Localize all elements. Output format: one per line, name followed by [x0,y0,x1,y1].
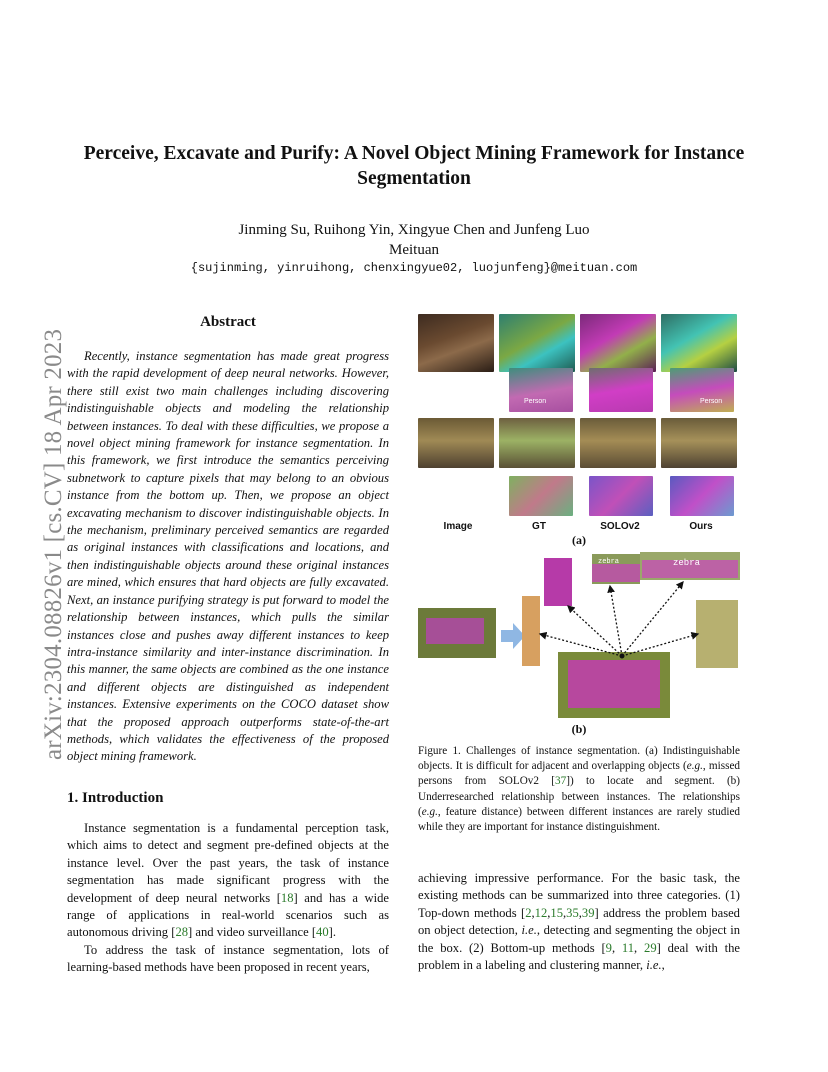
author-emails: {sujinming, yinruihong, chenxingyue02, luojunfeng}@meituan.com [190,261,638,275]
arxiv-identifier: arXiv:2304.08826v1 [cs.CV] 18 Apr 2023 [40,328,67,760]
citation-link[interactable]: 11 [621,940,635,955]
label-person-tag: Person [524,398,547,405]
label-zebra-tag: zebra [673,558,701,568]
figure-zoom-gt [509,368,573,412]
section-heading-introduction: 1. Introduction [67,790,164,806]
figure-image-wine-gt [499,314,575,372]
citation-link[interactable]: 12 [534,905,548,920]
citation-link[interactable]: 18 [280,890,294,905]
body-text: , detecting and segmenting the object in the box. (2) Bottom-up methods [ [418,923,740,955]
figure-image-room-ours [661,418,737,468]
intro-text: ]. [328,925,336,940]
label-zebra-tag: zebra [598,558,620,566]
caption-label: Figure 1. [418,745,461,757]
right-paragraph: achieving impressive performance. For the basic task, the existing methods can be summarized into three categories. (1) Top-down methods [2,12,15,35,39] address the problem based on object detection, i.e., detecting and segmenting the object in the box. (2) Bottom-up methods [9, 11, 29] deal with the problem in a labeling and clustering manner, i.e., [418,871,741,973]
figure-zoom-room-ours [670,476,734,516]
figure-image-room-original [418,418,494,468]
paper-title: Perceive, Excavate and Purify: A Novel Object Mining Framework for Instance Segmentation [83,143,745,189]
intro-paragraph-2: To address the task of instance segmentation, lots of learning-based methods have been proposed in recent years, [67,942,389,975]
figure-image-wine-original [418,314,494,372]
introduction-body [67,820,389,977]
body-text: , [661,958,665,973]
zebra-crop-5 [696,600,738,668]
figure-zoom-ours [670,368,734,412]
zebra-crop-1 [522,596,540,666]
body-text: ] deal with the problem in a labeling and clustering manner, [418,940,741,973]
column-label-ours: Ours [689,521,713,532]
intro-text: ] and has a wide range of applications in real-world scenarios such as autonomous driving [ [67,890,389,940]
body-text: achieving impressive performance. For the basic task, the existing methods can be summarized into three categories. (1) Top-down methods [ [418,871,740,920]
abstract-heading: Abstract [200,314,256,330]
body-text: i.e. [646,958,662,973]
citation-link[interactable]: 40 [316,925,329,940]
caption-text: , feature distance) between different instances are rarely studied while they are important for instance distinguishment. [418,805,740,834]
citation-link[interactable]: 35 [566,905,579,920]
citation-link[interactable]: 37 [555,775,567,788]
figure-zoom-room-solov2 [589,476,653,516]
affiliation: Meituan [389,242,439,258]
panel-label-a: (a) [572,533,586,547]
figure-caption [418,744,740,835]
caption-text: Challenges of instance segmentation. (a) Indistinguishable objects. It is difficult for adjacent and overlapping objects ( [418,745,740,773]
citation-link[interactable]: 9 [605,940,612,955]
panel-label-b: (b) [571,722,587,736]
figure-zoom-room-gt [509,476,573,516]
figure-image-room-solov2 [580,418,656,468]
citation-link[interactable]: 28 [175,925,189,940]
intro-text: Instance segmentation is a fundamental perception task, which aims to detect and segment pre-defined objects at the instance level. Over the past years, the task of instance segmentation has made significant progress with the development of deep neural networks [ [67,821,389,905]
author-names: Jinming Su, Ruihong Yin, Xingyue Chen and Junfeng Luo [238,222,590,238]
caption-text: e.g. [421,805,438,818]
abstract-text: Recently, instance segmentation has made great progress with the rapid development of deep neural networks. However, there still exist two main challenges including discovering indistinguishable objects and modeling the relationship between instances. To deal with these difficulties, we propose a novel object mining framework for instance segmentation. In this framework, we first introduce the semantics perceiving subnetwork to capture pixels that may belong to an obvious instance from the bottom up. Then, we propose an object excavating mechanism to discover indistinguishable objects. In the mechanism, preliminary perceived semantics are regarded as original instances with classifications and locations, and then indistinguishable objects around these original instances are mined, which ensures that hard objects are fully excavated. Next, an instance purifying strategy is put forward to model the relationship between instances, which pulls the similar instances close and pushes away different instances to keep intra-instance similarity and inter-instance discrimination. In this manner, the same objects are combined as the one instance and different objects are distinguished as independent instances. Extensive experiments on the COCO dataset show that the proposed approach outperforms state-of-the-art methods, which validates the effectiveness of the proposed object mining framework. [67,349,389,764]
citation-link[interactable]: 2 [525,905,532,920]
body-text: i.e. [521,923,537,938]
zebra-crop-2 [544,558,572,606]
arrow-icon [501,623,525,649]
caption-text: , missed persons from SOLOv2 [ [418,760,740,788]
figure-1 [418,312,740,742]
abstract-body [67,348,389,766]
panel-b-diagram [418,550,740,720]
right-column-body [418,870,740,974]
intro-paragraph-1 [67,820,389,942]
caption-text: ]) to locate and segment. (b) Underresearched relationship between instances. The relationships ( [418,775,741,818]
figure-image-room-gt [499,418,575,468]
label-person-tag: Person [700,398,723,405]
body-text: ] address the problem based on object detection, [418,905,740,938]
caption-text: e.g. [686,760,703,773]
intro-text: ] and video surveillance [ [188,925,317,940]
citation-link[interactable]: 29 [644,940,657,955]
column-label-image: Image [443,521,473,532]
figure-image-wine-solov2 [580,314,656,372]
citation-link[interactable]: 39 [581,905,595,920]
column-label-solov2: SOLOv2 [600,521,640,532]
citation-link[interactable]: 15 [550,905,563,920]
figure-zoom-solov2 [589,368,653,412]
column-label-gt: GT [532,521,546,532]
author-block [60,220,768,260]
figure-image-wine-ours [661,314,737,372]
